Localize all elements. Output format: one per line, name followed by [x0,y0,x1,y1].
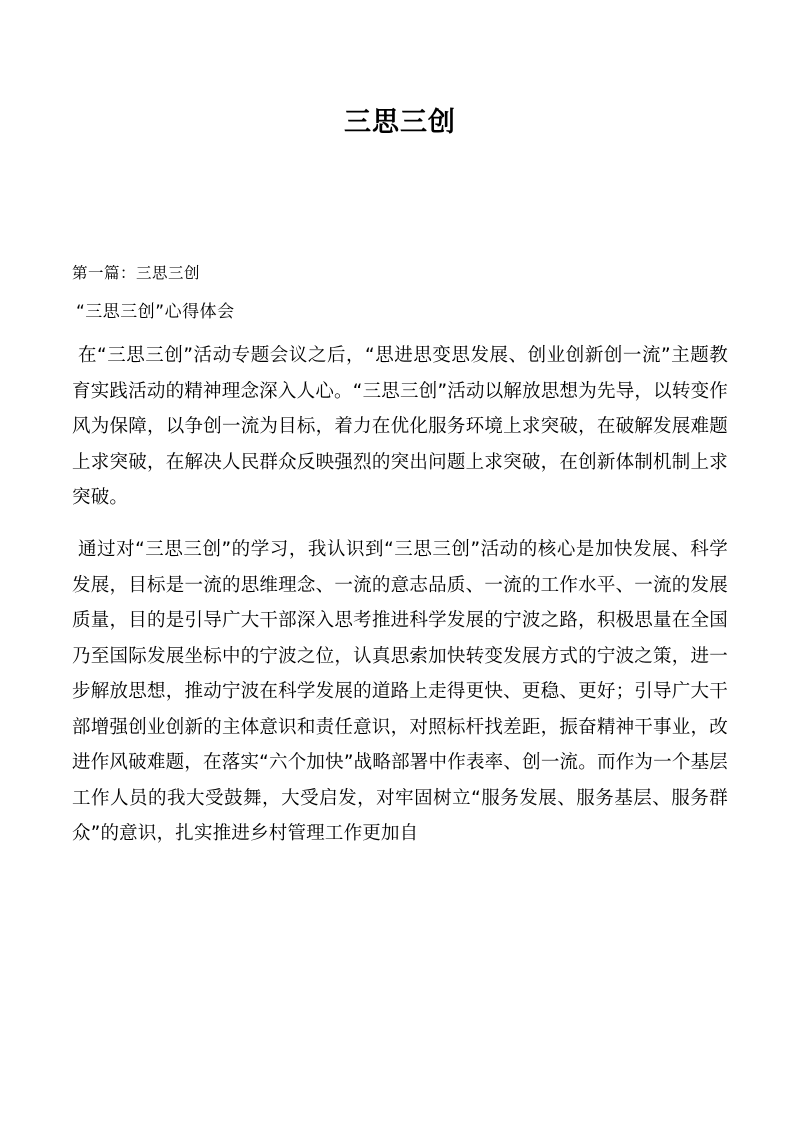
section-label: 第一篇：三思三创 [72,263,201,282]
document-body [0,254,800,852]
page-title: 三思三创 [344,107,456,138]
paragraph-1: 在“三思三创”活动专题会议之后，“思进思变思发展、创业创新创一流”主题教育实践活动的精神理念深入人心。“三思三创”活动以解放思想为先导，以转变作风为保障，以争创一流为目标，着力在优化服务环境上求突破，在破解发展难题上求突破，在解决人民群众反映强烈的突出问题上求突破，在创新体制机制上求突破。 [72,345,728,509]
document-subtitle: “三思三创”心得体会 [76,302,235,323]
paragraph-2: 通过对“三思三创”的学习，我认识到“三思三创”活动的核心是加快发展、科学发展，目标是一流的思维理念、一流的意志品质、一流的工作水平、一流的发展质量，目的是引导广大干部深入思考推进科学发展的宁波之路，积极思量在全国乃至国际发展坐标中的宁波之位，认真思索加快转变发展方式的宁波之策，进一步解放思想，推动宁波在科学发展的道路上走得更快、更稳、更好；引导广大干部增强创业创新的主体意识和责任意识，对照标杆找差距，振奋精神干事业，改进作风破难题，在落实“六个加快”战略部署中作表率、创一流。而作为一个基层工作人员的我大受鼓舞，大受启发，对牢固树立“服务发展、服务基层、服务群众”的意识，扎实推进乡村管理工作更加自 [72,538,728,845]
